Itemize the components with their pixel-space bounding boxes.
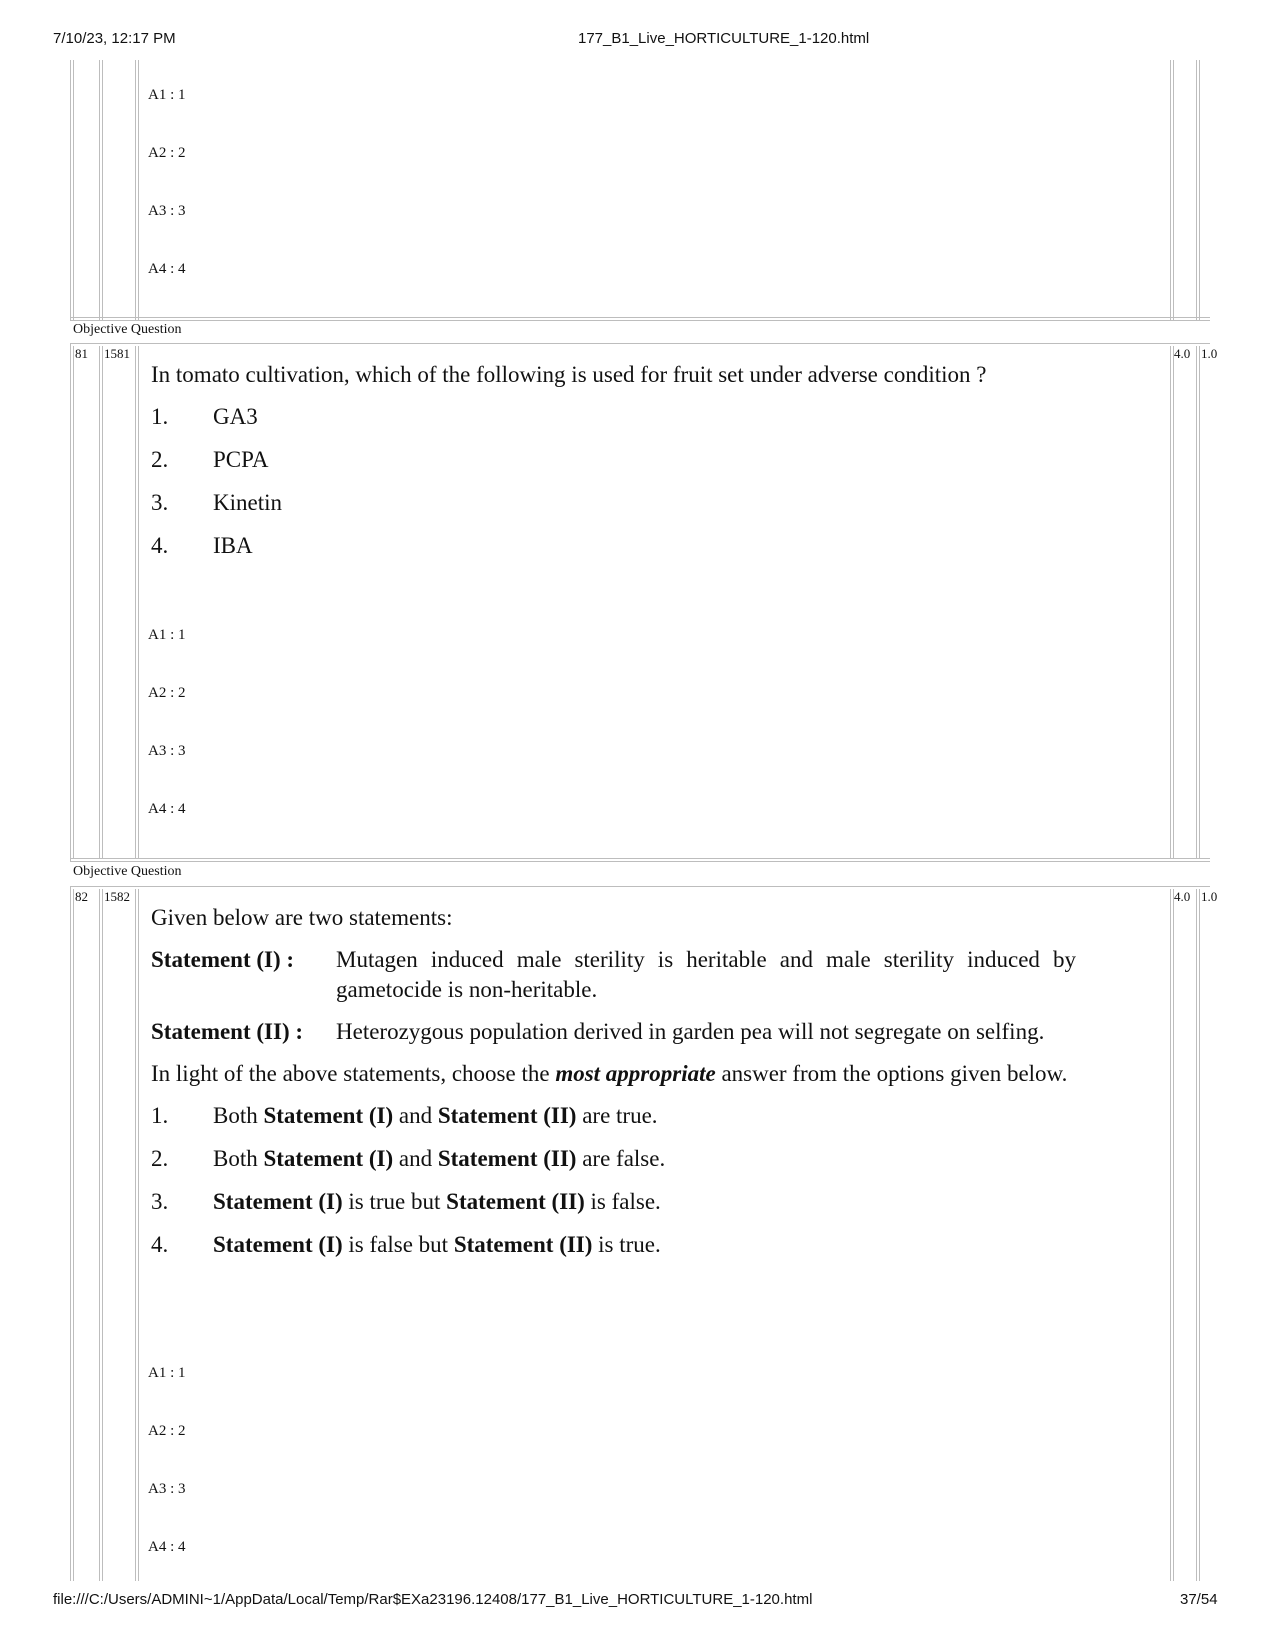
option-item <box>151 1187 1076 1217</box>
option-text: Both Statement (I) and Statement (II) are false. <box>213 1146 666 1171</box>
instruction-text: In light of the above statements, choose the <box>151 1061 556 1086</box>
option-item <box>151 1101 1076 1131</box>
statement-item <box>151 945 1076 1005</box>
answer-choice: A3 : 3 <box>148 1481 186 1497</box>
print-datetime: 7/10/23, 12:17 PM <box>53 30 176 47</box>
option-text: IBA <box>213 533 253 558</box>
page-number: 37/54 <box>1180 1591 1218 1608</box>
option-item <box>151 488 1076 518</box>
option-text: Both Statement (I) and Statement (II) are true. <box>213 1103 658 1128</box>
question-marks: 4.0 <box>1174 346 1191 361</box>
option-number: 3. <box>151 490 169 515</box>
question-type-label: Objective Question <box>73 322 182 337</box>
question-body <box>151 360 1076 574</box>
question-body <box>151 903 1076 1273</box>
option-text: Statement (I) is true but Statement (II) is false. <box>213 1189 661 1214</box>
question-marks: 4.0 <box>1174 889 1191 904</box>
question-id: 1582 <box>104 889 130 904</box>
answer-choice: A3 : 3 <box>148 743 186 759</box>
question-id: 1581 <box>104 346 130 361</box>
option-item <box>151 402 1076 432</box>
statement-label: Statement (I) : <box>151 947 295 972</box>
question-intro: Given below are two statements: <box>151 905 453 930</box>
answer-choice: A1 : 1 <box>148 627 186 643</box>
option-number: 4. <box>151 533 169 558</box>
option-number: 1. <box>151 1103 169 1128</box>
option-item <box>151 531 1076 561</box>
question-negative-marks: 1.0 <box>1201 889 1218 904</box>
answer-choice: A1 : 1 <box>148 1365 186 1381</box>
option-number: 2. <box>151 1146 169 1171</box>
option-number: 3. <box>151 1189 169 1214</box>
answer-choice: A4 : 4 <box>148 1539 186 1555</box>
option-text: Statement (I) is false but Statement (II) is true. <box>213 1232 661 1257</box>
option-number: 1. <box>151 404 169 429</box>
answer-choice: A3 : 3 <box>148 203 186 219</box>
answer-choice: A2 : 2 <box>148 145 186 161</box>
option-text: GA3 <box>213 404 258 429</box>
option-text: Kinetin <box>213 490 282 515</box>
option-item <box>151 1230 1076 1260</box>
question-serial: 81 <box>75 346 88 361</box>
answer-choice: A1 : 1 <box>148 87 186 103</box>
question-serial: 82 <box>75 889 88 904</box>
option-item <box>151 1144 1076 1174</box>
statement-item <box>151 1017 1076 1047</box>
answer-choice: A2 : 2 <box>148 685 186 701</box>
answer-choice: A4 : 4 <box>148 261 186 277</box>
answer-choice: A4 : 4 <box>148 801 186 817</box>
question-type-label: Objective Question <box>73 864 182 879</box>
instruction-text: answer from the options given below. <box>715 1061 1068 1086</box>
statement-label: Statement (II) : <box>151 1019 304 1044</box>
file-path: file:///C:/Users/ADMINI~1/AppData/Local/Temp/Rar$EXa23196.12408/177_B1_Live_HORTICULTURE_1-120.html <box>53 1591 813 1608</box>
option-number: 4. <box>151 1232 169 1257</box>
statement-text: Heterozygous population derived in garden pea will not segregate on selfing. <box>336 1019 1045 1044</box>
option-item <box>151 445 1076 475</box>
question-negative-marks: 1.0 <box>1201 346 1218 361</box>
instruction-emphasis: most appropriate <box>555 1061 716 1086</box>
answer-choice: A2 : 2 <box>148 1423 186 1439</box>
question-text: In tomato cultivation, which of the following is used for fruit set under adverse condition ? <box>151 362 987 387</box>
option-text: PCPA <box>213 447 269 472</box>
statement-text: Mutagen induced male sterility is heritable and male sterility induced by gametocide is non-heritable. <box>336 947 1076 1002</box>
question-instruction <box>151 1059 1076 1089</box>
option-number: 2. <box>151 447 169 472</box>
document-title: 177_B1_Live_HORTICULTURE_1-120.html <box>578 30 870 47</box>
